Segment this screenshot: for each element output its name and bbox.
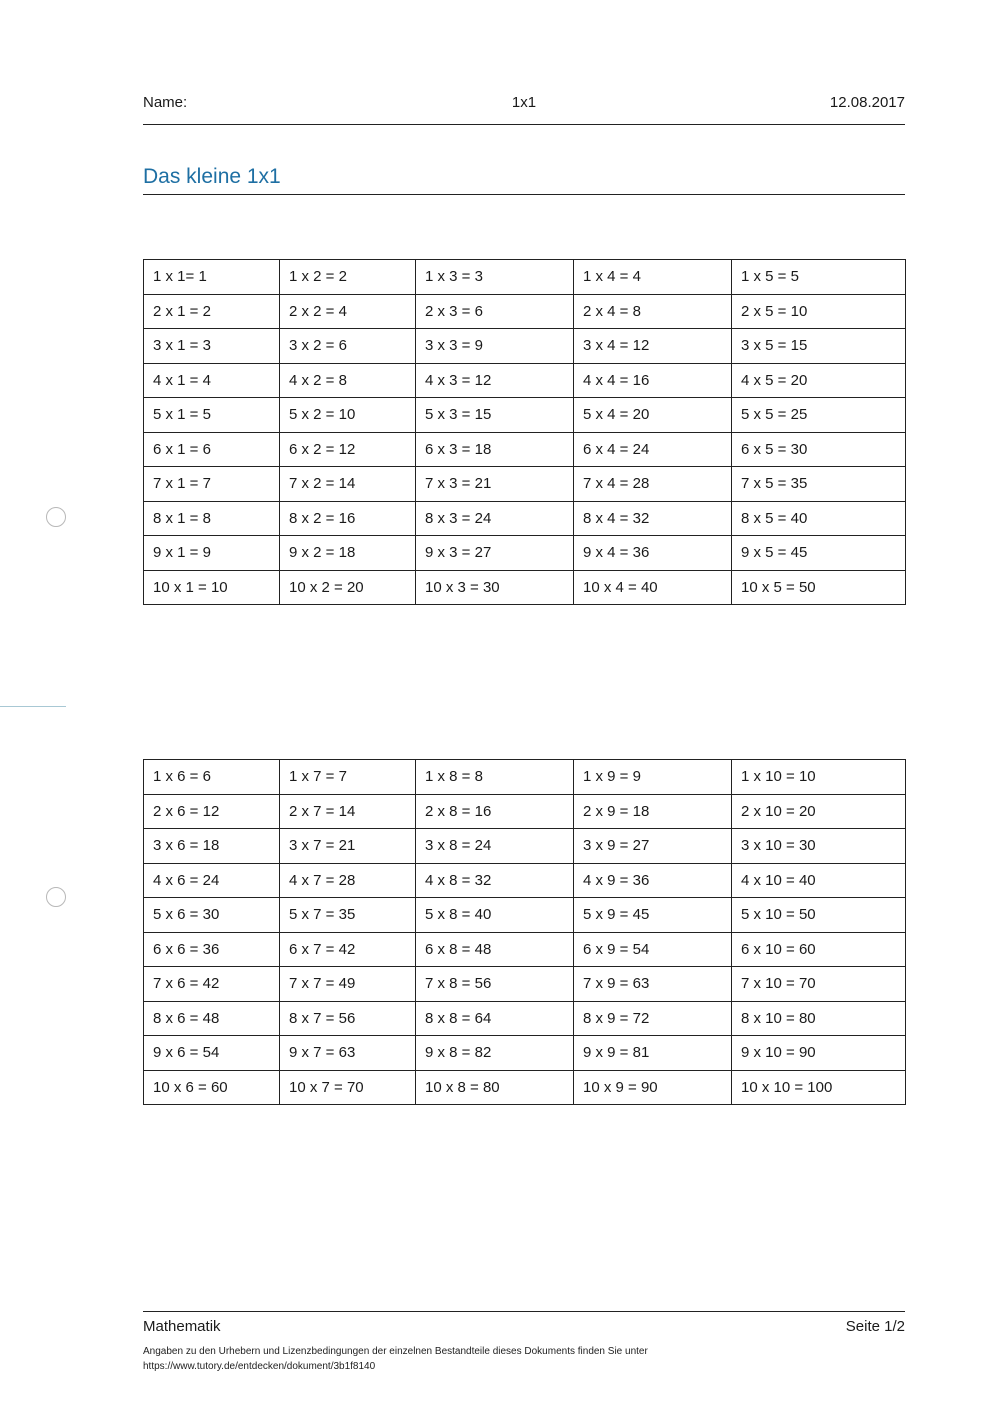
table-cell: 1 x 1= 1 [144, 260, 280, 295]
table-cell: 1 x 4 = 4 [574, 260, 732, 295]
table-cell: 9 x 7 = 63 [280, 1036, 416, 1071]
table-cell: 7 x 10 = 70 [732, 967, 906, 1002]
table-cell: 3 x 6 = 18 [144, 829, 280, 864]
table-cell: 9 x 2 = 18 [280, 536, 416, 571]
table-row [144, 1001, 906, 1036]
table-row [144, 898, 906, 933]
table-cell: 9 x 1 = 9 [144, 536, 280, 571]
table-cell: 8 x 7 = 56 [280, 1001, 416, 1036]
table-cell: 8 x 10 = 80 [732, 1001, 906, 1036]
table-cell: 1 x 8 = 8 [416, 760, 574, 795]
table-cell: 10 x 6 = 60 [144, 1070, 280, 1105]
table-cell: 3 x 7 = 21 [280, 829, 416, 864]
table-cell: 9 x 6 = 54 [144, 1036, 280, 1071]
times-table-6-to-10 [143, 759, 906, 1105]
table-cell: 7 x 3 = 21 [416, 467, 574, 502]
table-row [144, 329, 906, 364]
table-row [144, 398, 906, 433]
header-date: 12.08.2017 [829, 94, 905, 111]
table-cell: 8 x 9 = 72 [574, 1001, 732, 1036]
footer-divider [143, 1311, 905, 1312]
punch-hole-mark [46, 887, 66, 907]
table-cell: 10 x 4 = 40 [574, 570, 732, 605]
table-cell: 4 x 4 = 16 [574, 363, 732, 398]
table-cell: 5 x 4 = 20 [574, 398, 732, 433]
table-cell: 8 x 3 = 24 [416, 501, 574, 536]
table-row [144, 294, 906, 329]
table-cell: 3 x 4 = 12 [574, 329, 732, 364]
table-cell: 1 x 5 = 5 [732, 260, 906, 295]
name-label: Name: [143, 94, 188, 111]
table-cell: 9 x 10 = 90 [732, 1036, 906, 1071]
table-cell: 10 x 7 = 70 [280, 1070, 416, 1105]
table-cell: 7 x 4 = 28 [574, 467, 732, 502]
table-row [144, 829, 906, 864]
table-cell: 5 x 2 = 10 [280, 398, 416, 433]
table-row [144, 794, 906, 829]
table-cell: 10 x 2 = 20 [280, 570, 416, 605]
footer-subject: Mathematik [143, 1318, 221, 1335]
fold-mark [0, 706, 66, 707]
table-row [144, 467, 906, 502]
times-table-1-to-5 [143, 259, 906, 605]
table-cell: 5 x 8 = 40 [416, 898, 574, 933]
table-cell: 4 x 3 = 12 [416, 363, 574, 398]
table-cell: 1 x 7 = 7 [280, 760, 416, 795]
table-row [144, 501, 906, 536]
table-cell: 2 x 8 = 16 [416, 794, 574, 829]
table-cell: 7 x 2 = 14 [280, 467, 416, 502]
table-cell: 6 x 3 = 18 [416, 432, 574, 467]
table-cell: 2 x 2 = 4 [280, 294, 416, 329]
table-row [144, 1070, 906, 1105]
header-subject: 1x1 [511, 94, 537, 111]
table-cell: 1 x 6 = 6 [144, 760, 280, 795]
footer-page-number: Seite 1/2 [845, 1318, 905, 1335]
table-cell: 1 x 10 = 10 [732, 760, 906, 795]
table-cell: 5 x 1 = 5 [144, 398, 280, 433]
table-cell: 10 x 10 = 100 [732, 1070, 906, 1105]
table-cell: 5 x 9 = 45 [574, 898, 732, 933]
attribution-link[interactable]: https://www.tutory.de/entdecken/dokument/3b1f8140 [143, 1361, 376, 1372]
table-cell: 10 x 1 = 10 [144, 570, 280, 605]
title-underline [143, 194, 905, 195]
table-cell: 4 x 2 = 8 [280, 363, 416, 398]
table-cell: 10 x 8 = 80 [416, 1070, 574, 1105]
table-cell: 9 x 3 = 27 [416, 536, 574, 571]
table-cell: 6 x 9 = 54 [574, 932, 732, 967]
table-cell: 4 x 8 = 32 [416, 863, 574, 898]
table-cell: 6 x 4 = 24 [574, 432, 732, 467]
table-cell: 3 x 2 = 6 [280, 329, 416, 364]
table-cell: 2 x 3 = 6 [416, 294, 574, 329]
table-cell: 7 x 1 = 7 [144, 467, 280, 502]
table-cell: 5 x 10 = 50 [732, 898, 906, 933]
table-cell: 5 x 3 = 15 [416, 398, 574, 433]
table-cell: 8 x 1 = 8 [144, 501, 280, 536]
table-cell: 7 x 9 = 63 [574, 967, 732, 1002]
table-cell: 7 x 5 = 35 [732, 467, 906, 502]
table-cell: 4 x 7 = 28 [280, 863, 416, 898]
table-cell: 6 x 8 = 48 [416, 932, 574, 967]
table-cell: 4 x 1 = 4 [144, 363, 280, 398]
table-cell: 1 x 9 = 9 [574, 760, 732, 795]
page-title: Das kleine 1x1 [143, 165, 281, 188]
table-cell: 8 x 5 = 40 [732, 501, 906, 536]
table-cell: 10 x 3 = 30 [416, 570, 574, 605]
table-cell: 10 x 9 = 90 [574, 1070, 732, 1105]
table-cell: 5 x 7 = 35 [280, 898, 416, 933]
table-cell: 3 x 9 = 27 [574, 829, 732, 864]
table-cell: 5 x 6 = 30 [144, 898, 280, 933]
table-row [144, 260, 906, 295]
table-cell: 6 x 10 = 60 [732, 932, 906, 967]
table-row [144, 570, 906, 605]
attribution-line: Angaben zu den Urhebern und Lizenzbedingungen der einzelnen Bestandteile dieses Dokuments finden Sie unter [143, 1346, 648, 1357]
table-row [144, 536, 906, 571]
table-row [144, 432, 906, 467]
table-cell: 3 x 10 = 30 [732, 829, 906, 864]
table-cell: 8 x 6 = 48 [144, 1001, 280, 1036]
attribution-text [143, 1344, 648, 1374]
table-cell: 2 x 1 = 2 [144, 294, 280, 329]
table-cell: 7 x 7 = 49 [280, 967, 416, 1002]
table-cell: 2 x 7 = 14 [280, 794, 416, 829]
table-cell: 2 x 6 = 12 [144, 794, 280, 829]
table-cell: 1 x 3 = 3 [416, 260, 574, 295]
table-cell: 6 x 7 = 42 [280, 932, 416, 967]
table-cell: 6 x 5 = 30 [732, 432, 906, 467]
table-row [144, 967, 906, 1002]
table-cell: 10 x 5 = 50 [732, 570, 906, 605]
table-row [144, 363, 906, 398]
table-cell: 2 x 10 = 20 [732, 794, 906, 829]
table-cell: 3 x 8 = 24 [416, 829, 574, 864]
table-cell: 9 x 5 = 45 [732, 536, 906, 571]
table-cell: 4 x 5 = 20 [732, 363, 906, 398]
punch-hole-mark [46, 507, 66, 527]
table-cell: 8 x 8 = 64 [416, 1001, 574, 1036]
table-cell: 1 x 2 = 2 [280, 260, 416, 295]
header-divider [143, 124, 905, 125]
table-cell: 4 x 10 = 40 [732, 863, 906, 898]
table-row [144, 932, 906, 967]
table-cell: 3 x 1 = 3 [144, 329, 280, 364]
table-cell: 3 x 5 = 15 [732, 329, 906, 364]
table-row [144, 863, 906, 898]
page-header [143, 94, 905, 116]
table-cell: 9 x 9 = 81 [574, 1036, 732, 1071]
table-cell: 9 x 8 = 82 [416, 1036, 574, 1071]
table-cell: 8 x 4 = 32 [574, 501, 732, 536]
table-cell: 4 x 6 = 24 [144, 863, 280, 898]
table-cell: 8 x 2 = 16 [280, 501, 416, 536]
table-row [144, 1036, 906, 1071]
table-cell: 2 x 5 = 10 [732, 294, 906, 329]
table-cell: 6 x 2 = 12 [280, 432, 416, 467]
table-cell: 2 x 4 = 8 [574, 294, 732, 329]
table-row [144, 760, 906, 795]
table-cell: 5 x 5 = 25 [732, 398, 906, 433]
table-cell: 7 x 6 = 42 [144, 967, 280, 1002]
table-cell: 6 x 6 = 36 [144, 932, 280, 967]
table-cell: 2 x 9 = 18 [574, 794, 732, 829]
table-cell: 4 x 9 = 36 [574, 863, 732, 898]
table-cell: 3 x 3 = 9 [416, 329, 574, 364]
table-cell: 6 x 1 = 6 [144, 432, 280, 467]
table-cell: 9 x 4 = 36 [574, 536, 732, 571]
table-cell: 7 x 8 = 56 [416, 967, 574, 1002]
